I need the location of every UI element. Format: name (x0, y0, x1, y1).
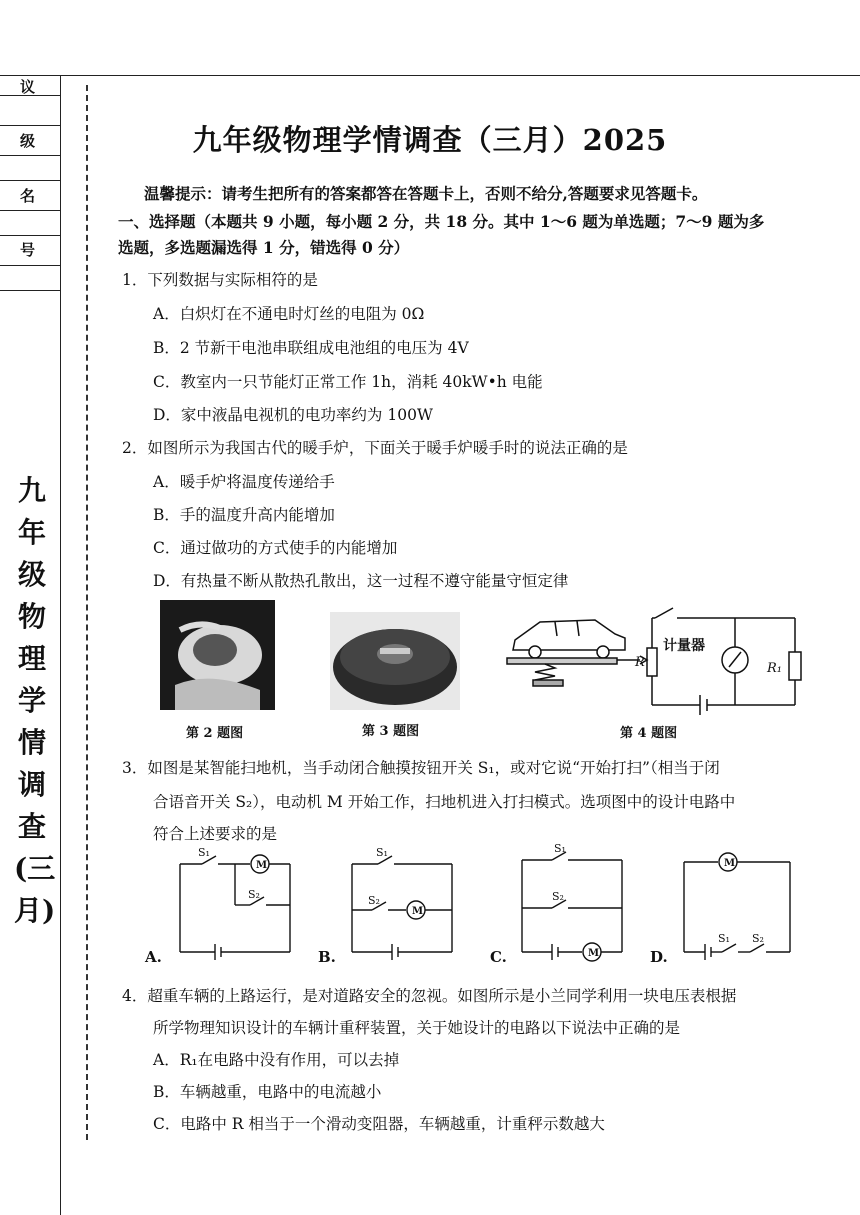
fig2-caption: 第 2 题图 (186, 726, 244, 741)
q3-line2: 合语音开关 S₂），电动机 M 开始工作，扫地机进入打扫模式。选项图中的设计电路中 (153, 793, 736, 811)
a-s1-label: S₁ (198, 846, 210, 859)
q4-option-b: B．车辆越重，电路中的电流越小 (153, 1083, 382, 1101)
q3-line1: 3．如图是某智能扫地机，当手动闭合触摸按钮开关 S₁，或对它说“开始打扫”（相当于闭 (122, 759, 720, 777)
b-s1-label: S₁ (376, 846, 388, 859)
q4-line2: 所学物理知识设计的车辆计重秤装置，关于她设计的电路以下说法中正确的是 (153, 1019, 681, 1037)
d-motor-label: M (724, 858, 736, 869)
q3-line3: 符合上述要求的是 (153, 825, 278, 843)
q2-option-c: C．通过做功的方式使手的内能增加 (153, 539, 398, 557)
section-heading-line2: 选题，多选题漏选得 1 分，错选得 0 分） (118, 238, 410, 257)
page-title: 九年级物理学情调查（三月）2025 (192, 123, 668, 157)
q1-option-a: A．白炽灯在不通电时灯丝的电阻为 0Ω (153, 305, 425, 323)
fig4-circuit (505, 600, 805, 718)
vertical-char: 情 (17, 726, 46, 759)
vertical-char: 九 (17, 474, 46, 507)
q1-option-c: C．教室内一只节能灯正常工作 1h，消耗 40kW•h 电能 (153, 373, 543, 391)
fig3-caption: 第 3 题图 (362, 724, 420, 739)
option-b-label: B. (318, 948, 336, 966)
q4-option-c: C．电路中 R 相当于一个滑动变阻器，车辆越重，计重秤示数越大 (153, 1115, 605, 1133)
q2-option-d: D．有热量不断从散热孔散出，这一过程不遵守能量守恒定律 (153, 572, 569, 590)
c-motor-label: M (588, 948, 600, 959)
label-number: 号 (20, 241, 36, 259)
vertical-char: 物 (17, 600, 46, 633)
q4-line1: 4．超重车辆的上路运行，是对道路安全的忽视。如图所示是小兰同学利用一块电压表根据 (122, 987, 737, 1005)
vertical-exam-title (14, 470, 56, 932)
notice: 温馨提示：请考生把所有的答案都答在答题卡上，否则不给分,答题要求见答题卡。 (144, 184, 708, 203)
divider (0, 180, 60, 181)
vertical-char: 年 (17, 516, 46, 549)
divider (0, 290, 60, 291)
q2-stem: 2．如图所示为我国古代的暖手炉，下面关于暖手炉暖手时的说法正确的是 (122, 439, 628, 457)
top-border (0, 75, 860, 76)
q2-option-a: A．暖手炉将温度传递给手 (153, 473, 335, 491)
q1-option-d: D．家中液晶电视机的电功率约为 100W (153, 406, 433, 424)
label-name: 名 (20, 187, 36, 205)
d-s1-label: S₁ (718, 932, 730, 945)
cut-line (86, 85, 88, 1140)
q1-option-b: B．2 节新干电池串联组成电池组的电压为 4V (153, 339, 469, 357)
q1-stem: 1．下列数据与实际相符的是 (122, 271, 318, 289)
c-s2-label: S₂ (552, 890, 564, 903)
divider (0, 265, 60, 266)
vertical-char: 调 (17, 768, 46, 801)
fig2-photo (160, 600, 275, 710)
vertical-char: 学 (17, 684, 46, 717)
b-motor-label: M (412, 906, 424, 917)
fig4-caption: 第 4 题图 (620, 726, 678, 741)
q4-option-a: A．R₁在电路中没有作用，可以去掉 (153, 1051, 400, 1069)
d-s2-label: S₂ (752, 932, 764, 945)
q2-option-b: B．手的温度升高内能增加 (153, 506, 335, 524)
divider (0, 235, 60, 236)
q3-circuit-options (140, 842, 840, 970)
a-motor-label: M (256, 860, 268, 871)
fig4-r-label: R (635, 655, 645, 670)
option-a-label: A. (145, 948, 162, 966)
b-s2-label: S₂ (368, 894, 380, 907)
vertical-char: 级 (17, 558, 46, 591)
vertical-char: 查 (17, 810, 46, 843)
vertical-char: 理 (17, 642, 46, 675)
fig4-r1-label: R₁ (767, 661, 782, 676)
label-school: 议 (20, 78, 36, 96)
a-s2-label: S₂ (248, 888, 260, 901)
option-d-label: D. (650, 948, 668, 966)
option-c-label: C. (490, 948, 507, 966)
fig3-photo (330, 612, 460, 710)
vertical-char: 月) (14, 894, 56, 927)
divider (0, 210, 60, 211)
section-heading-line1: 一、选择题（本题共 9 小题，每小题 2 分，共 18 分。其中 1～6 题为单选题；7～9 题为多 (118, 212, 765, 231)
label-class: 级 (20, 132, 36, 150)
vertical-char: (三 (14, 852, 56, 885)
c-s1-label: S₁ (554, 842, 566, 855)
fig4-meter-label: 计量器 (663, 638, 705, 654)
